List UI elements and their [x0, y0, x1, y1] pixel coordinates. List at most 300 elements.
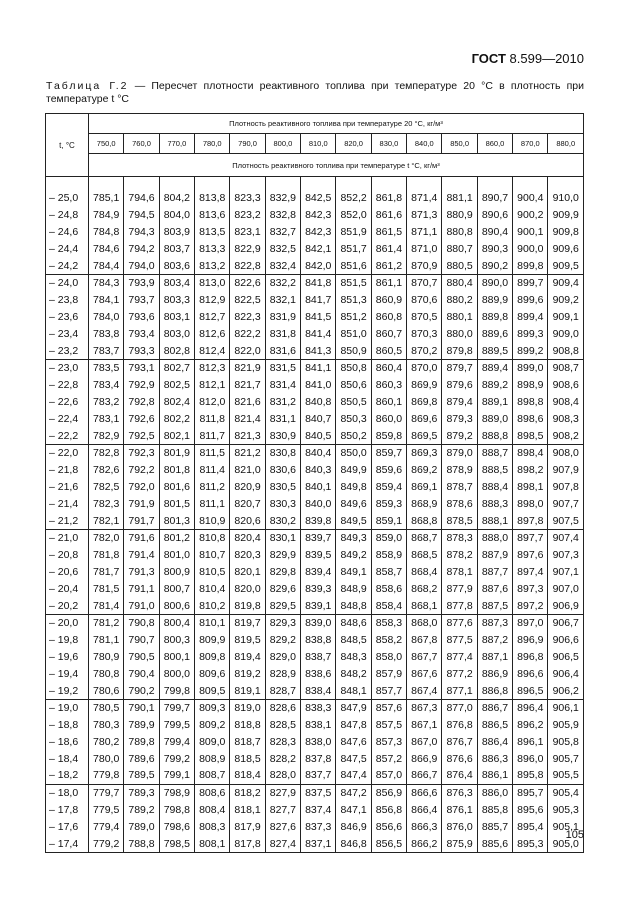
density-cell: 851,6 — [336, 257, 371, 274]
density-cell: 848,6 — [336, 614, 371, 631]
density-cell: 859,7 — [371, 444, 406, 461]
density-cell: 820,0 — [230, 580, 265, 597]
density-cell: 781,8 — [89, 547, 124, 564]
density-cell: 799,8 — [159, 682, 194, 699]
density-cell: 798,8 — [159, 802, 194, 819]
density-cell: 907,4 — [548, 529, 584, 546]
density-cell: 860,5 — [371, 342, 406, 359]
density-values-header-row — [46, 134, 584, 154]
density-cell: 822,8 — [230, 257, 265, 274]
temperature-cell: – 18,8 — [46, 717, 89, 734]
density-cell: 886,7 — [477, 699, 512, 716]
density-cell: 868,9 — [407, 495, 442, 512]
temperature-cell: – 21,6 — [46, 479, 89, 496]
density-cell: 898,0 — [513, 495, 548, 512]
density-cell: 887,6 — [477, 580, 512, 597]
density-cell: 906,2 — [548, 682, 584, 699]
temperature-cell: – 24,6 — [46, 224, 89, 241]
density-cell: 841,3 — [301, 342, 336, 359]
density-cell: 880,2 — [442, 292, 477, 309]
density-cell: 895,4 — [513, 818, 548, 835]
density-cell: 861,8 — [371, 190, 406, 207]
density-cell: 802,1 — [159, 427, 194, 444]
density-cell: 811,8 — [195, 410, 230, 427]
density-cell: 822,9 — [230, 240, 265, 257]
density-cell: 830,5 — [265, 479, 300, 496]
density-cell: 880,1 — [442, 309, 477, 326]
density-cell: 819,5 — [230, 632, 265, 649]
temperature-cell: – 22,8 — [46, 377, 89, 394]
density-cell: 899,8 — [513, 257, 548, 274]
density-cell: 869,6 — [407, 410, 442, 427]
density-cell: 909,5 — [548, 257, 584, 274]
density-cell: 886,1 — [477, 767, 512, 784]
density-cell: 782,1 — [89, 512, 124, 529]
density-cell: 877,9 — [442, 580, 477, 597]
density-cell: 822,6 — [230, 274, 265, 291]
density-cell: 801,6 — [159, 479, 194, 496]
density-cell: 890,4 — [477, 224, 512, 241]
density-cell: 803,3 — [159, 292, 194, 309]
density-cell: 850,0 — [336, 444, 371, 461]
column-header-cell: 760,0 — [124, 134, 159, 154]
density-cell: 890,2 — [477, 257, 512, 274]
density-cell: 879,6 — [442, 377, 477, 394]
density-cell: 839,3 — [301, 580, 336, 597]
density-cell: 895,3 — [513, 835, 548, 852]
density-cell: 810,7 — [195, 547, 230, 564]
density-cell: 829,8 — [265, 564, 300, 581]
density-cell: 828,9 — [265, 665, 300, 682]
density-cell: 848,9 — [336, 580, 371, 597]
density-cell: 898,1 — [513, 479, 548, 496]
density-cell: 861,5 — [371, 224, 406, 241]
density-cell: 860,1 — [371, 394, 406, 411]
density-cell: 871,1 — [407, 224, 442, 241]
density-cell: 798,9 — [159, 784, 194, 801]
density-cell: 908,8 — [548, 342, 584, 359]
density-cell: 828,0 — [265, 767, 300, 784]
density-cell: 781,4 — [89, 597, 124, 614]
density-cell: 808,9 — [195, 750, 230, 767]
density-cell: 897,0 — [513, 614, 548, 631]
density-cell: 789,8 — [124, 734, 159, 751]
density-cell: 900,0 — [513, 240, 548, 257]
density-cell: 878,7 — [442, 479, 477, 496]
density-cell: 832,9 — [265, 190, 300, 207]
table-row — [46, 547, 584, 564]
density-cell: 851,3 — [336, 292, 371, 309]
density-cell: 830,3 — [265, 495, 300, 512]
density-cell: 878,3 — [442, 529, 477, 546]
density-cell: 849,1 — [336, 564, 371, 581]
density-cell: 866,2 — [407, 835, 442, 852]
table-row — [46, 682, 584, 699]
density-cell: 868,8 — [407, 512, 442, 529]
density-cell: 841,5 — [301, 309, 336, 326]
density-cell: 783,4 — [89, 377, 124, 394]
density-cell: 789,5 — [124, 767, 159, 784]
density-cell: 886,5 — [477, 717, 512, 734]
density-cell: 829,9 — [265, 547, 300, 564]
density-cell: 867,6 — [407, 665, 442, 682]
table-row — [46, 802, 584, 819]
density-cell: 876,1 — [442, 802, 477, 819]
density-cell: 784,8 — [89, 224, 124, 241]
density-cell: 868,0 — [407, 614, 442, 631]
density-cell: 819,7 — [230, 614, 265, 631]
density-cell: 812,3 — [195, 359, 230, 376]
density-cell: 812,7 — [195, 309, 230, 326]
density-cell: 790,5 — [124, 649, 159, 666]
density-cell: 897,7 — [513, 529, 548, 546]
density-cell: 899,4 — [513, 309, 548, 326]
density-cell: 794,2 — [124, 240, 159, 257]
density-cell: 848,8 — [336, 597, 371, 614]
density-cell: 907,8 — [548, 479, 584, 496]
standard-code: ГОСТ — [471, 51, 506, 66]
density-cell: 888,8 — [477, 427, 512, 444]
density-cell: 829,0 — [265, 649, 300, 666]
page-number: 105 — [565, 829, 584, 841]
density-cell: 898,4 — [513, 444, 548, 461]
density-cell: 822,5 — [230, 292, 265, 309]
density-cell: 841,0 — [301, 377, 336, 394]
density-cell: 879,7 — [442, 359, 477, 376]
density-cell: 869,1 — [407, 479, 442, 496]
temperature-cell: – 21,4 — [46, 495, 89, 512]
density-cell: 801,5 — [159, 495, 194, 512]
density-cell: 839,0 — [301, 614, 336, 631]
density-cell: 781,1 — [89, 632, 124, 649]
density-cell: 859,0 — [371, 529, 406, 546]
density-cell: 827,4 — [265, 835, 300, 852]
density-cell: 888,3 — [477, 495, 512, 512]
header-spacer — [46, 177, 584, 191]
density-cell: 804,2 — [159, 190, 194, 207]
density-cell: 802,2 — [159, 410, 194, 427]
table-row — [46, 190, 584, 207]
table-row — [46, 597, 584, 614]
density-cell: 789,3 — [124, 784, 159, 801]
density-cell: 850,3 — [336, 410, 371, 427]
density-cell: 838,3 — [301, 699, 336, 716]
density-cell: 898,5 — [513, 427, 548, 444]
density-cell: 905,0 — [548, 835, 584, 852]
temperature-cell: – 24,8 — [46, 207, 89, 224]
density-cell: 818,2 — [230, 784, 265, 801]
density-cell: 783,7 — [89, 342, 124, 359]
density-cell: 804,0 — [159, 207, 194, 224]
density-cell: 813,8 — [195, 190, 230, 207]
density-cell: 789,6 — [124, 750, 159, 767]
density-cell: 896,8 — [513, 649, 548, 666]
temperature-cell: – 17,6 — [46, 818, 89, 835]
density-cell: 791,9 — [124, 495, 159, 512]
density-cell: 849,2 — [336, 547, 371, 564]
table-row — [46, 292, 584, 309]
density-cell: 888,1 — [477, 512, 512, 529]
density-cell: 784,4 — [89, 257, 124, 274]
density-cell: 878,9 — [442, 462, 477, 479]
density-cell: 793,4 — [124, 325, 159, 342]
density-cell: 868,2 — [407, 580, 442, 597]
density-cell: 847,8 — [336, 717, 371, 734]
density-cell: 841,4 — [301, 325, 336, 342]
density-cell: 839,8 — [301, 512, 336, 529]
temperature-cell: – 19,0 — [46, 699, 89, 716]
density-cell: 812,6 — [195, 325, 230, 342]
density-cell: 909,8 — [548, 224, 584, 241]
temperature-cell: – 19,2 — [46, 682, 89, 699]
density-cell: 908,0 — [548, 444, 584, 461]
density-cell: 879,0 — [442, 444, 477, 461]
density-cell: 905,5 — [548, 767, 584, 784]
density-cell: 809,0 — [195, 734, 230, 751]
density-cell: 842,1 — [301, 240, 336, 257]
density-cell: 887,5 — [477, 597, 512, 614]
density-cell: 827,6 — [265, 818, 300, 835]
density-cell: 858,9 — [371, 547, 406, 564]
density-cell: 821,7 — [230, 377, 265, 394]
density-cell: 809,6 — [195, 665, 230, 682]
density-cell: 809,5 — [195, 682, 230, 699]
density-cell: 798,6 — [159, 818, 194, 835]
table-row — [46, 410, 584, 427]
density-cell: 880,9 — [442, 207, 477, 224]
density-cell: 823,1 — [230, 224, 265, 241]
density-cell: 808,6 — [195, 784, 230, 801]
density-cell: 851,9 — [336, 224, 371, 241]
density-cell: 858,0 — [371, 649, 406, 666]
density-cell: 908,7 — [548, 359, 584, 376]
density-cell: 808,1 — [195, 835, 230, 852]
density-cell: 821,2 — [230, 444, 265, 461]
density-cell: 802,5 — [159, 377, 194, 394]
density-cell: 832,8 — [265, 207, 300, 224]
density-cell: 850,9 — [336, 342, 371, 359]
density-cell: 867,1 — [407, 717, 442, 734]
density-cell: 842,5 — [301, 190, 336, 207]
density-cell: 856,5 — [371, 835, 406, 852]
temperature-cell: – 19,8 — [46, 632, 89, 649]
density-cell: 780,0 — [89, 750, 124, 767]
density-cell: 888,4 — [477, 479, 512, 496]
density-cell: 782,6 — [89, 462, 124, 479]
density-cell: 850,6 — [336, 377, 371, 394]
density-cell: 859,8 — [371, 427, 406, 444]
standard-number: 8.599—2010 — [509, 51, 584, 66]
density-cell: 868,5 — [407, 547, 442, 564]
density-cell: 831,8 — [265, 325, 300, 342]
table-row — [46, 767, 584, 784]
density-cell: 840,5 — [301, 427, 336, 444]
density-cell: 887,1 — [477, 649, 512, 666]
density-cell: 899,0 — [513, 359, 548, 376]
density-cell: 897,2 — [513, 597, 548, 614]
density-cell: 886,4 — [477, 734, 512, 751]
density-cell: 869,9 — [407, 377, 442, 394]
density-cell: 783,2 — [89, 394, 124, 411]
density-cell: 809,8 — [195, 649, 230, 666]
density-cell: 820,9 — [230, 479, 265, 496]
density-cell: 871,0 — [407, 240, 442, 257]
temperature-cell: – 20,2 — [46, 597, 89, 614]
density-cell: 780,8 — [89, 665, 124, 682]
density-cell: 857,6 — [371, 699, 406, 716]
density-cell: 830,8 — [265, 444, 300, 461]
temperature-cell: – 20,4 — [46, 580, 89, 597]
density-cell: 856,8 — [371, 802, 406, 819]
density-cell: 840,7 — [301, 410, 336, 427]
density-cell: 857,3 — [371, 734, 406, 751]
density-cell: 799,5 — [159, 717, 194, 734]
density-cell: 859,4 — [371, 479, 406, 496]
density-cell: 799,2 — [159, 750, 194, 767]
density-cell: 881,1 — [442, 190, 477, 207]
column-header-cell: 860,0 — [477, 134, 512, 154]
column-header-cell: 820,0 — [336, 134, 371, 154]
table-row — [46, 359, 584, 376]
density-cell: 885,7 — [477, 818, 512, 835]
density-cell: 890,3 — [477, 240, 512, 257]
density-cell: 908,2 — [548, 427, 584, 444]
density-cell: 860,3 — [371, 377, 406, 394]
density-cell: 800,6 — [159, 597, 194, 614]
density-cell: 828,6 — [265, 699, 300, 716]
density-cell: 838,8 — [301, 632, 336, 649]
density-cell: 900,2 — [513, 207, 548, 224]
density-cell: 879,3 — [442, 410, 477, 427]
density-cell: 867,7 — [407, 649, 442, 666]
density-cell: 880,8 — [442, 224, 477, 241]
density-cell: 898,9 — [513, 377, 548, 394]
density-cell: 876,3 — [442, 784, 477, 801]
density-cell: 784,9 — [89, 207, 124, 224]
table-row — [46, 325, 584, 342]
density-cell: 813,2 — [195, 257, 230, 274]
density-cell: 886,3 — [477, 750, 512, 767]
density-cell: 910,0 — [548, 190, 584, 207]
density-cell: 831,2 — [265, 394, 300, 411]
density-cell: 823,3 — [230, 190, 265, 207]
temperature-cell: – 21,2 — [46, 512, 89, 529]
density-cell: 858,3 — [371, 614, 406, 631]
density-cell: 851,0 — [336, 325, 371, 342]
density-cell: 822,2 — [230, 325, 265, 342]
density-cell: 780,6 — [89, 682, 124, 699]
density-cell: 803,9 — [159, 224, 194, 241]
table-row — [46, 342, 584, 359]
density-cell: 793,7 — [124, 292, 159, 309]
density-cell: 828,2 — [265, 750, 300, 767]
density-cell: 799,4 — [159, 734, 194, 751]
density-cell: 789,9 — [124, 717, 159, 734]
density-cell: 886,9 — [477, 665, 512, 682]
density-cell: 784,1 — [89, 292, 124, 309]
density-cell: 840,0 — [301, 495, 336, 512]
table-row — [46, 818, 584, 835]
density-cell: 907,5 — [548, 512, 584, 529]
density-cell: 779,8 — [89, 767, 124, 784]
density-table — [45, 113, 584, 853]
density-cell: 842,3 — [301, 207, 336, 224]
temperature-cell: – 19,6 — [46, 649, 89, 666]
density-20c-header: Плотность реактивного топлива при температуре 20 °С, кг/м³ — [89, 114, 584, 134]
density-cell: 794,5 — [124, 207, 159, 224]
density-cell: 784,6 — [89, 240, 124, 257]
density-cell: 896,6 — [513, 665, 548, 682]
density-cell: 792,5 — [124, 427, 159, 444]
temperature-cell: – 18,2 — [46, 767, 89, 784]
temperature-cell: – 24,0 — [46, 274, 89, 291]
temperature-cell: – 20,6 — [46, 564, 89, 581]
density-cell: 832,7 — [265, 224, 300, 241]
density-cell: 847,5 — [336, 750, 371, 767]
density-cell: 810,5 — [195, 564, 230, 581]
density-cell: 879,8 — [442, 342, 477, 359]
density-cell: 869,8 — [407, 394, 442, 411]
density-cell: 871,3 — [407, 207, 442, 224]
density-cell: 837,7 — [301, 767, 336, 784]
density-cell: 860,4 — [371, 359, 406, 376]
density-cell: 837,3 — [301, 818, 336, 835]
density-cell: 887,7 — [477, 564, 512, 581]
density-cell: 837,4 — [301, 802, 336, 819]
density-cell: 802,8 — [159, 342, 194, 359]
density-cell: 800,7 — [159, 580, 194, 597]
density-cell: 780,2 — [89, 734, 124, 751]
density-cell: 813,6 — [195, 207, 230, 224]
table-row — [46, 529, 584, 546]
density-cell: 817,9 — [230, 818, 265, 835]
density-cell: 830,9 — [265, 427, 300, 444]
temperature-cell: – 21,8 — [46, 462, 89, 479]
density-cell: 839,1 — [301, 597, 336, 614]
table-row — [46, 207, 584, 224]
table-row — [46, 274, 584, 291]
density-cell: 896,9 — [513, 632, 548, 649]
density-cell: 819,4 — [230, 649, 265, 666]
density-cell: 899,6 — [513, 292, 548, 309]
density-cell: 791,4 — [124, 547, 159, 564]
density-cell: 847,9 — [336, 699, 371, 716]
table-row — [46, 614, 584, 631]
density-cell: 810,4 — [195, 580, 230, 597]
density-cell: 889,8 — [477, 309, 512, 326]
density-cell: 803,1 — [159, 309, 194, 326]
density-cell: 800,4 — [159, 614, 194, 631]
density-cell: 870,7 — [407, 274, 442, 291]
density-cell: 781,5 — [89, 580, 124, 597]
table-row — [46, 835, 584, 852]
density-cell: 782,3 — [89, 495, 124, 512]
density-cell: 876,4 — [442, 767, 477, 784]
density-cell: 859,1 — [371, 512, 406, 529]
density-cell: 828,3 — [265, 734, 300, 751]
temperature-cell: – 20,0 — [46, 614, 89, 631]
density-cell: 900,1 — [513, 224, 548, 241]
density-cell: 859,6 — [371, 462, 406, 479]
density-cell: 794,3 — [124, 224, 159, 241]
density-cell: 848,3 — [336, 649, 371, 666]
density-cell: 866,9 — [407, 750, 442, 767]
density-cell: 889,6 — [477, 325, 512, 342]
density-cell: 839,7 — [301, 529, 336, 546]
column-header-cell: 850,0 — [442, 134, 477, 154]
density-cell: 909,2 — [548, 292, 584, 309]
density-cell: 799,1 — [159, 767, 194, 784]
